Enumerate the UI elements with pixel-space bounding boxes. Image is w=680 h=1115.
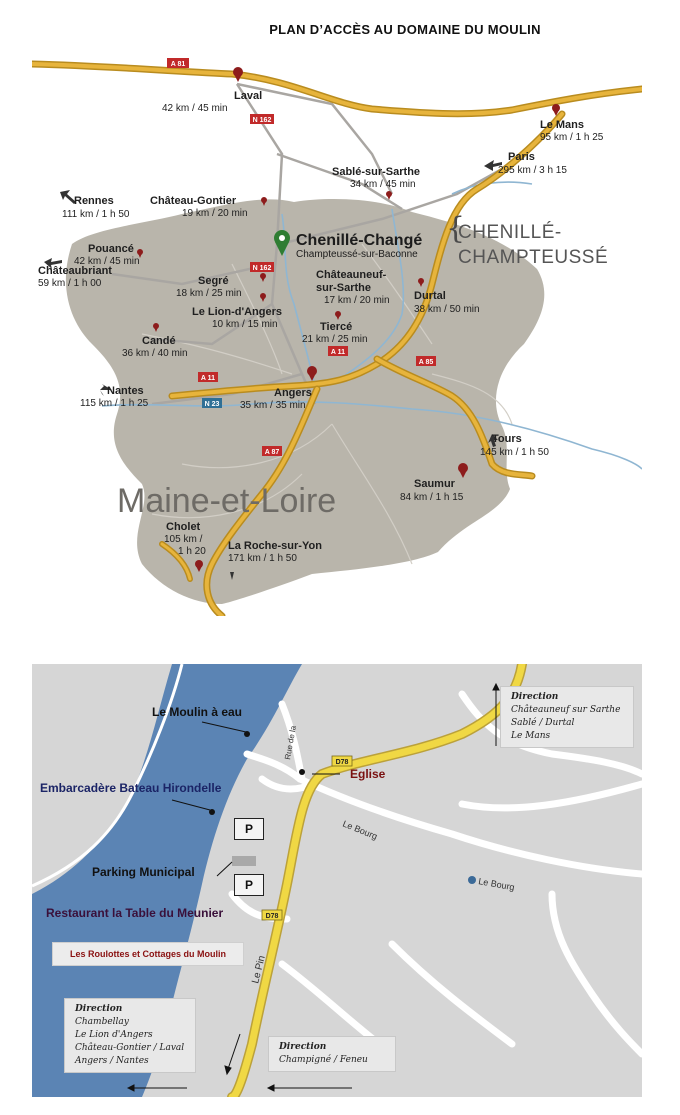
city-la-roche: La Roche-sur-Yon [228,540,322,552]
regional-map-canvas [32,44,642,616]
regional-map[interactable] [32,44,642,616]
city-durtal: Durtal [414,290,446,302]
city-laval: Laval [234,90,263,102]
label-restaurant: Restaurant la Table du Meunier [46,906,224,920]
direction-line: Châteauneuf sur Sarthe [511,705,621,715]
roulottes-box: Les Roulottes et Cottages du Moulin [52,942,244,966]
le-bourg-icon [468,876,476,884]
city-sable-distance: 34 km / 45 min [350,179,416,190]
direction-line: Chambellay [75,1017,129,1027]
direction-heading: Direction [511,692,559,702]
main-place-name: Chenillé-Changé [296,232,423,249]
label-moulin: Le Moulin à eau [152,705,243,719]
main-place-sub: Champteussé-sur-Baconne [296,249,418,260]
city-pouance-distance: 42 km / 45 min [74,256,140,267]
street-rue: Rue de la [283,725,298,761]
pin-icon [233,67,243,82]
city-cande: Candé [142,335,176,347]
city-rennes-distance: 111 km / 1 h 50 [62,209,130,220]
city-nantes-distance: 115 km / 1 h 25 [80,398,149,409]
city-paris-distance: 295 km / 3 h 15 [498,165,567,176]
city-le-lion-distance: 10 km / 15 min [212,319,278,330]
direction-line: Champigné / Feneu [279,1055,368,1065]
road-badge: A 85 [418,359,434,366]
city-tierce: Tiercé [320,321,353,333]
church-icon [299,769,305,775]
parking-box-1 [234,818,264,840]
logo-line-2: CHAMPTEUSSÉ [458,247,609,268]
city-chateaubriant-label: Châteaubriant [38,265,112,277]
city-chateau-gontier: Château-Gontier [150,195,237,207]
city-segre-distance: 18 km / 25 min [176,288,242,299]
arrow-up-icon [493,684,499,690]
city-tours: Tours [492,433,522,445]
direction-line: Le Mans [511,731,551,741]
label-parking: Parking Municipal [92,865,195,879]
direction-heading: Direction [279,1042,327,1052]
city-sable: Sablé-sur-Sarthe [332,166,421,178]
city-rennes: Rennes [74,195,114,207]
direction-box-ne [500,686,634,748]
building [232,856,256,866]
road-badge: A 11 [330,349,346,356]
city-chateauneuf-distance: 17 km / 20 min [324,295,390,306]
d78-label-top: D78 [335,759,349,766]
city-saumur-distance: 84 km / 1 h 15 [400,492,464,503]
label-eglise: Eglise [350,767,386,781]
city-le-lion: Le Lion-d'Angers [192,306,283,318]
svg-text:{: { [446,211,466,246]
direction-line: Angers / Nantes [75,1056,149,1066]
road-badge: A 87 [264,449,280,456]
city-cholet: Cholet [166,521,201,533]
city-cande-distance: 36 km / 40 min [122,348,188,359]
label-embarcadere: Embarcadère Bateau Hirondelle [40,781,222,795]
direction-box-sw [64,998,196,1073]
city-le-mans: Le Mans [540,119,585,131]
city-tours-distance: 145 km / 1 h 50 [480,447,549,458]
road-badge: N 162 [252,117,272,124]
road-badge: A 81 [170,61,186,68]
street-le-bourg-2: Le Bourg [477,876,516,893]
city-angers: Angers [274,387,312,399]
city-cholet-distance-2: 1 h 20 [178,546,206,557]
direction-line: Le Lion d'Angers [75,1030,153,1040]
arrow-left-icon [268,1085,274,1091]
road-badge: N 23 [204,401,220,408]
road-badge: N 162 [252,265,272,272]
city-cholet-distance: 105 km / [164,534,203,545]
direction-box-se [268,1036,396,1072]
parking-symbol: P [244,822,253,836]
city-segre: Segré [198,275,229,287]
city-paris: Paris [508,151,535,163]
city-nantes: Nantes [107,385,144,397]
village-logo [446,211,608,268]
city-chateauneuf: Châteauneuf- [316,269,387,281]
direction-line: Château-Gontier / Laval [75,1043,185,1053]
page-title: PLAN D’ACCÈS AU DOMAINE DU MOULIN [269,22,541,37]
parking-symbol: P [244,878,253,892]
street-le-pin: Le Pin [250,954,268,985]
city-angers-distance: 35 km / 35 min [240,400,306,411]
street-le-bourg: Le Bourg [341,818,379,842]
city-la-roche-distance: 171 km / 1 h 50 [228,553,297,564]
city-le-mans-distance: 95 km / 1 h 25 [540,132,604,143]
city-pouance: Pouancé [88,243,134,255]
parking-box-2 [234,874,264,896]
city-chateauneuf-2: sur-Sarthe [316,282,372,294]
department-name: Maine-et-Loire [117,482,337,520]
direction-heading: Direction [75,1004,123,1014]
direction-line: Sablé / Durtal [511,718,575,728]
city-saumur: Saumur [414,478,455,490]
road-badge: A 11 [200,375,216,382]
city-chateau-gontier-distance: 19 km / 20 min [182,208,248,219]
city-durtal-distance: 38 km / 50 min [414,304,480,315]
city-chateaubriant-distance: 59 km / 1 h 00 [38,278,102,289]
logo-line-1: CHENILLÉ- [458,222,562,243]
d78-label-bottom: D78 [265,913,279,920]
city-laval-distance: 42 km / 45 min [162,103,228,114]
city-tierce-distance: 21 km / 25 min [302,334,368,345]
arrow-down-icon [225,1066,231,1074]
